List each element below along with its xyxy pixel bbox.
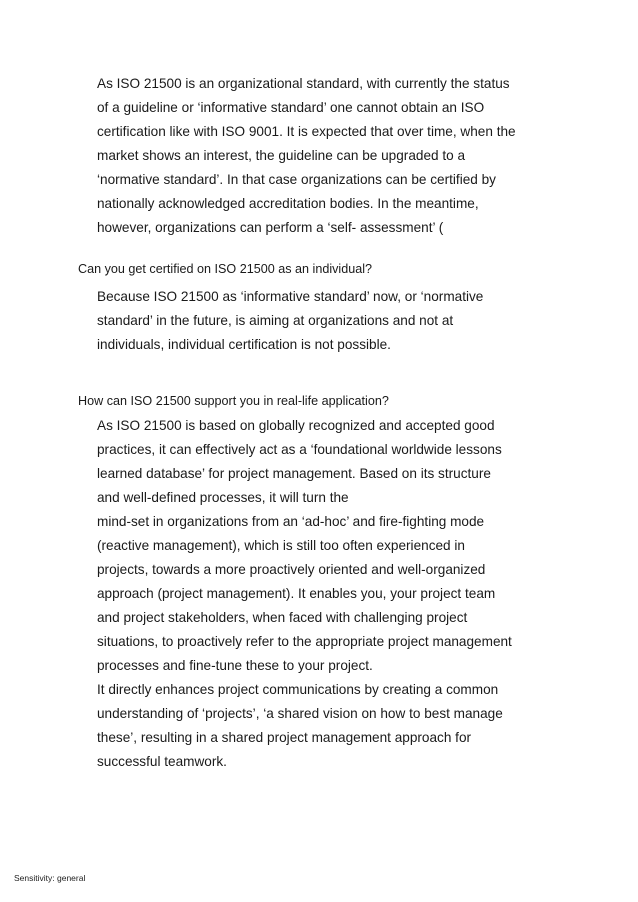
paragraph-line: approach (project management). It enables you, your project team	[97, 586, 496, 601]
paragraph-line: these’, resulting in a shared project management approach for	[97, 730, 472, 745]
paragraph-line: practices, it can effectively act as a ‘foundational worldwide lessons	[97, 442, 502, 457]
paragraph-line: projects, towards a more proactively oriented and well-organized	[97, 562, 486, 577]
paragraph-line: market shows an interest, the guideline can be upgraded to a	[97, 148, 466, 163]
paragraph-line: (reactive management), which is still too often experienced in	[97, 538, 465, 553]
paragraph-line: understanding of ‘projects’, ‘a shared vision on how to best manage	[97, 706, 503, 721]
paragraph-line: successful teamwork.	[97, 754, 227, 769]
paragraph-individual-certification	[97, 285, 547, 357]
paragraph-line: As ISO 21500 is an organizational standard, with currently the status	[97, 76, 510, 91]
paragraph-line: learned database’ for project management. Based on its structure	[97, 466, 491, 481]
paragraph-line: and well-defined processes, it will turn the	[97, 490, 349, 505]
paragraph-line: processes and fine-tune these to your project.	[97, 658, 373, 673]
paragraph-line: however, organizations can perform a ‘self- assessment’ (	[97, 220, 444, 235]
paragraph-line: situations, to proactively refer to the appropriate project management	[97, 634, 512, 649]
paragraph-line: As ISO 21500 is based on globally recognized and accepted good	[97, 418, 495, 433]
paragraph-line: ‘normative standard’. In that case organizations can be certified by	[97, 172, 496, 187]
sensitivity-label: Sensitivity: general	[14, 873, 86, 883]
paragraph-line: Because ISO 21500 as ‘informative standard’ now, or ‘normative	[97, 289, 484, 304]
paragraph-line: It directly enhances project communications by creating a common	[97, 682, 499, 697]
paragraph-line: standard’ in the future, is aiming at organizations and not at	[97, 313, 454, 328]
paragraph-line: certification like with ISO 9001. It is expected that over time, when the	[97, 124, 516, 139]
paragraph-line: mind-set in organizations from an ‘ad-hoc’ and fire-fighting mode	[97, 514, 485, 529]
paragraph-real-life-application	[97, 414, 547, 774]
paragraph-certification-status	[97, 72, 547, 240]
paragraph-line: of a guideline or ‘informative standard’ one cannot obtain an ISO	[97, 100, 485, 115]
paragraph-line: nationally acknowledged accreditation bodies. In the meantime,	[97, 196, 479, 211]
section-heading-individual-certification: Can you get certified on ISO 21500 as an individual?	[78, 262, 373, 276]
paragraph-line: and project stakeholders, when faced with challenging project	[97, 610, 468, 625]
section-heading-real-life-application: How can ISO 21500 support you in real-life application?	[78, 394, 389, 408]
paragraph-line: individuals, individual certification is not possible.	[97, 337, 391, 352]
